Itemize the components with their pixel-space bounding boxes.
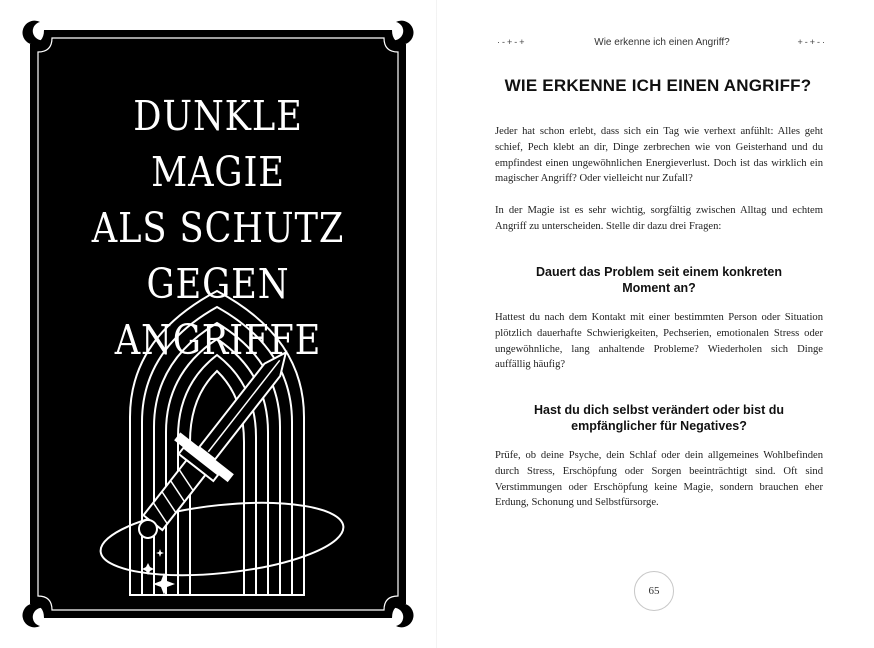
sparkle-icon [156, 549, 164, 557]
crescent-moon-icon [18, 18, 48, 48]
paragraph: Prüfe, ob deine Psyche, dein Schlaf oder dein allgemeines Wohlbefinden durch Stress, Erschöpfung oder Sorgen beeinträchtigt sind. Oft sind Verstimmungen oder Erschöpfung keine Magie, sondern brauchen eher Erdung, Schonung und Selbstfürsorge. [495, 450, 823, 509]
running-head [497, 34, 827, 50]
crescent-moon-icon [18, 600, 48, 630]
cover-plate [22, 22, 414, 626]
paragraph: In der Magie ist es sehr wichtig, sorgfältig zwischen Alltag und echtem Angriff zu unterscheiden. Stelle dir dazu drei Fragen: [495, 205, 823, 232]
right-page [437, 0, 874, 648]
ornament-left: ·-+-+ [497, 37, 527, 47]
question-heading: Hast du dich selbst verändert oder bist du empfänglicher für Negatives? [533, 403, 785, 433]
cover-title-line: DUNKLE MAGIE [133, 92, 303, 196]
paragraph: Hattest du nach dem Kontakt mit einer bestimmten Person oder Situation plötzlich dauerhafte Schwierigkeiten, Pechserien, emotionalen Stress oder ungewöhnliche, lang anhaltende Probleme? Wiederholen sich Dinge auffällig häufig? [495, 312, 823, 371]
page-number: 65 [634, 571, 674, 611]
crescent-moon-icon [388, 600, 418, 630]
ornament-right: +-+-· [797, 37, 827, 47]
crescent-moon-icon [388, 18, 418, 48]
arch-dagger-illustration [72, 277, 362, 607]
running-head-title: Wie erkenne ich einen Angriff? [594, 36, 730, 48]
dagger-illustration [116, 332, 313, 557]
question-heading: Dauert das Problem seit einem konkreten Moment an? [536, 265, 782, 295]
cover-title-line: GEGEN ANGRIFFE [114, 260, 322, 364]
sparkle-icon [153, 573, 175, 595]
paragraph: Jeder hat schon erlebt, dass sich ein Tag wie verhext anfühlt: Alles geht schief, Pech klebt an dir, Dinge zerbrechen wie von Geisterhand und du empfindest einen ungewöhnlichen Energieverlust. Doch ist das wirklich ein magischer Angriff? Oder vielleicht nur Zufall? [495, 126, 823, 185]
cover-title-line: ALS SCHUTZ [91, 204, 345, 252]
page-title: WIE ERKENNE ICH EINEN ANGRIFF? [504, 76, 812, 95]
